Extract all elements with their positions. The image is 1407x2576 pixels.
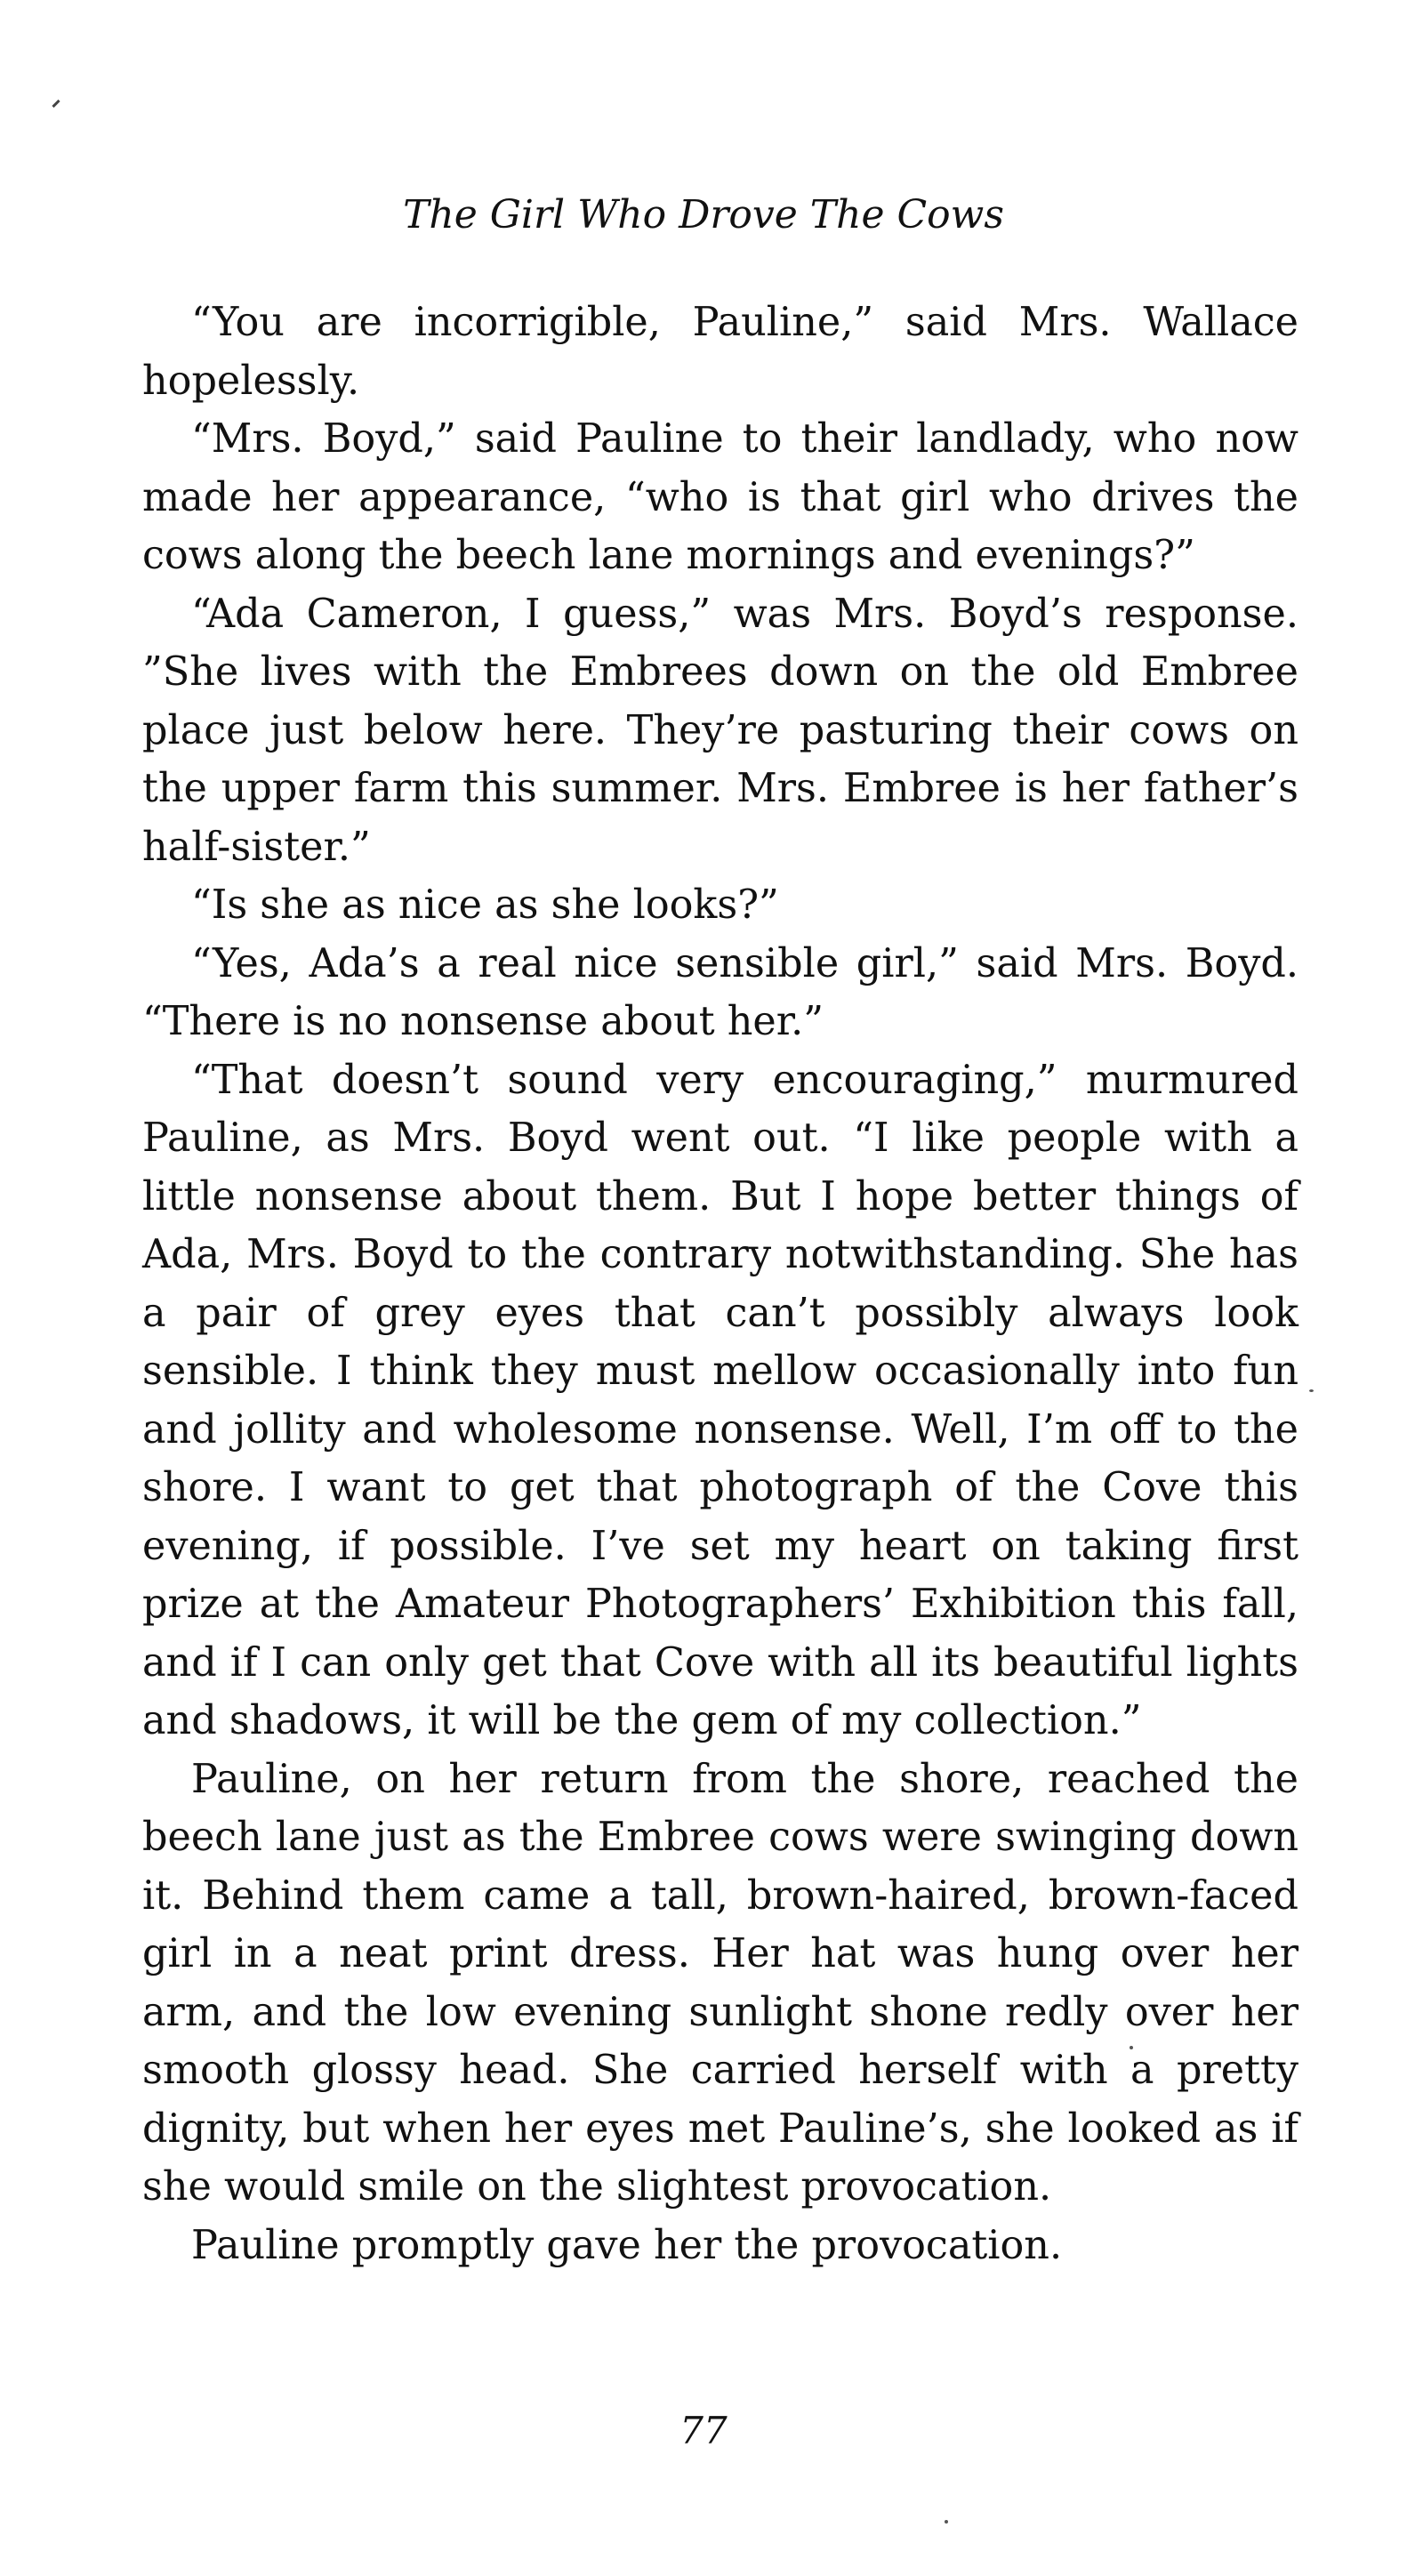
dust-speck bbox=[1309, 1389, 1314, 1392]
running-head: The Girl Who Drove The Cows bbox=[403, 192, 1004, 237]
paragraph: “Is she as nice as she looks?” bbox=[191, 882, 779, 928]
paragraph: “Yes, Ada’s a real nice sensible girl,” said Mrs. Boyd. “There is no nonsense about her.” bbox=[142, 940, 1298, 1044]
body-text bbox=[142, 294, 1298, 2274]
paragraph: Pauline promptly gave her the provocation. bbox=[191, 2222, 1063, 2268]
dust-speck bbox=[945, 2520, 948, 2524]
paragraph: “You are incorrigible, Pauline,” said Mrs. Wallace hopelessly. bbox=[142, 300, 1298, 404]
paragraph: Pauline, on her return from the shore, reached the beech lane just as the Embree cows were swinging down it. Behind them came a tall, brown-haired, brown-faced girl in a neat print dress. Her hat was hung over her arm, and the low evening sunlight shone redly over her smooth glossy head. She carried herself with a pretty dignity, but when her eyes met Pauline’s, she looked as if she would smile on the slightest provocation. bbox=[142, 1756, 1298, 2210]
paragraph: “That doesn’t sound very encouraging,” murmured Pauline, as Mrs. Boyd went out. “I like people with a little nonsense about them. But I hope better things of Ada, Mrs. Boyd to the contrary notwithstanding. She has a pair of grey eyes that can’t possibly always look sensible. I think they must mellow occasionally into fun and jollity and wholesome nonsense. Well, I’m off to the shore. I want to get that photograph of the Cove this evening, if possible. I’ve set my heart on taking first prize at the Amateur Photographers’ Exhibition this fall, and if I can only get that Cove with all its beautiful lights and shadows, it will be the gem of my collection.” bbox=[142, 1057, 1298, 1743]
page-number: 77 bbox=[679, 2409, 728, 2452]
paragraph: “Mrs. Boyd,” said Pauline to their landlady, who now made her appearance, “who is that girl who drives the cows along the beech lane mornings and evenings?” bbox=[142, 416, 1298, 578]
ink-speck bbox=[52, 100, 60, 108]
paragraph: “Ada Cameron, I guess,” was Mrs. Boyd’s response. ”She lives with the Embrees down on the old Embree place just below here. They’re pasturing their cows on the upper farm this summer. Mrs. Embree is her father’s half-sister.” bbox=[142, 591, 1298, 870]
